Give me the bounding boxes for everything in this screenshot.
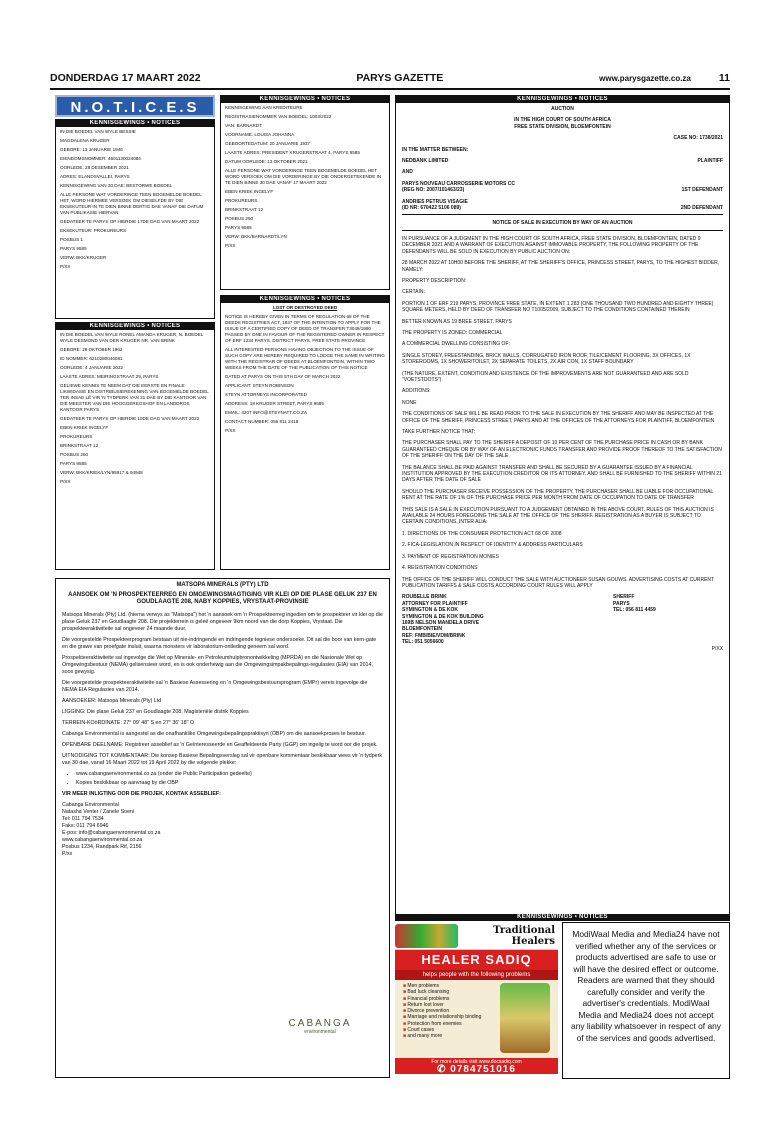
court-name: IN THE HIGH COURT OF SOUTH AFRICA bbox=[514, 117, 611, 124]
contact-line: Tel: 011 794 7534 bbox=[62, 816, 104, 822]
contact-line: Natasha Venter / Zanele Soeni bbox=[62, 809, 135, 815]
notice-band: KENNISGEWINGS • NOTICES bbox=[56, 120, 214, 127]
notice-line: CONTACT NUMBER: 056 811 2418 bbox=[225, 419, 299, 424]
auction-body bbox=[402, 236, 723, 589]
notice-line: VERW: BKK/KRIEK/LYN/95917 & 94948 bbox=[60, 470, 143, 475]
notice-line: LAASTE ADRES: PRESIDENT KRUGERSTRAAT 4, PARYS 9585 bbox=[225, 150, 360, 155]
attorney-line: BLOEMFONTEIN bbox=[402, 626, 442, 633]
notice-line: PARYS 9585 bbox=[60, 461, 87, 466]
healer-item: ■ Divorce prevention bbox=[403, 1008, 481, 1014]
contact-line: P/xx bbox=[62, 851, 73, 857]
defendant-2-role: 2ND DEFENDANT bbox=[680, 205, 723, 212]
healer-item: ■ Bad luck cleansing bbox=[403, 989, 481, 995]
notice-line: PROKUREURS bbox=[60, 434, 93, 439]
notice-line: ADRES: ELANDSVALLEI, PARYS bbox=[60, 174, 130, 179]
healer-item: ■ Marriage and relationship binding bbox=[403, 1014, 481, 1020]
contact-line: Faks: 011 794 6946 bbox=[62, 823, 109, 829]
auction-paragraph: (THE NATURE, EXTENT, CONDITION AND EXISTENCE OF THE IMPROVEMENTS ARE NOT GUARANTEED AND ARE SOLD "VOETSTOOTS") bbox=[402, 370, 689, 383]
matsopa-paragraph: OPENBARE DEELNAME: Registreer asseblief as 'n Geïnteresseerde en Geaffekteerde Party (GGP) om ingelig te word oor die projek. bbox=[62, 742, 378, 748]
notice-band: KENNISGEWINGS • NOTICES bbox=[56, 323, 214, 330]
sale-heading: NOTICE OF SALE IN EXECUTION BY WAY OF AN AUCTION bbox=[402, 220, 723, 230]
attorney-line: REF: FMB/BIE/VDM/BRINK bbox=[402, 632, 466, 639]
healer-item: ■ Financial problems bbox=[403, 996, 481, 1002]
matsopa-contact bbox=[62, 802, 383, 858]
notice-line: PROKUREURS bbox=[225, 198, 258, 203]
auction-notice bbox=[395, 95, 730, 915]
healer-item: ■ Protection from enemies bbox=[403, 1021, 481, 1027]
notice-text bbox=[56, 330, 214, 490]
plaintiff: NEDBANK LIMITED bbox=[402, 158, 449, 165]
notice-line: POSBUS 1 bbox=[60, 237, 83, 242]
plaintiff-role: PLAINTIFF bbox=[697, 158, 723, 165]
matsopa-paragraph: Die voorgestelde Prospekteerprogram bestaan uit nie-indringende en indringende tegniese ondersoeke. Dit sal die boor van kern-gate en die grawe van proefgate insluit, waarna monsters vir laboratorium-ontleding geneem sal word. bbox=[62, 637, 377, 650]
notice-box-3 bbox=[220, 95, 390, 290]
notice-line: P/XX bbox=[225, 243, 236, 248]
auction-paragraph: PROPERTY DESCRIPTION: bbox=[402, 277, 467, 284]
matsopa-body bbox=[62, 612, 383, 767]
matsopa-bullet: • www.cabangaenvironmental.co.za (onder die Public Participation gedeelte) bbox=[76, 771, 383, 778]
attorney-block bbox=[402, 594, 484, 645]
notice-line: REGISTRASIENOMMER VAN BOEDEL: 1003/2022 bbox=[225, 114, 332, 119]
notice-line: KENNISGEWING AAN KREDITEURE bbox=[225, 105, 303, 110]
matsopa-paragraph: UITNODIGING TOT KOMMENTAAR: Die konsep Basiese Bepalingsverslag sal vir openbare kommentaar beskikbaar wees vir 'n tydperk van 30 dae, vanaf 16 Maart 2022 tot 19 April 2022 by die volgende plekke: bbox=[62, 753, 383, 766]
auction-paragraph: CERTAIN: bbox=[402, 289, 425, 296]
notice-line: OORLEDE: 28 DESEMBER 2021 bbox=[60, 165, 129, 170]
auction-paragraph: THIS SALE IS A SALE IN EXECUTION PURSUANT TO A JUDGEMENT OBTAINED IN THE ABOVE COURT. RULES OF THIS AUCTION IS AVAILABLE 24 HOURS FOREGOING THE SALE AT THE OFFICE OF THE SHERIFF. REGISTRATION AS A BUYER IS SUBJECT TO CERTAIN CONDITIONS, INTER ALIA: bbox=[402, 506, 714, 526]
notice-line: VAN: BARNARDT bbox=[225, 123, 262, 128]
herbs-image bbox=[500, 983, 550, 1053]
case-number: CASE NO: 1738/2021 bbox=[673, 135, 723, 142]
defendant-2-id: (ID NR: 670422 5106 089) bbox=[402, 205, 461, 212]
notice-line: P/XX bbox=[60, 479, 71, 484]
auction-paragraph: A COMMERCIAL DWELLING CONSISTING OF: bbox=[402, 341, 510, 348]
notice-line: GEBORE: 13 JANUARIE 1946 bbox=[60, 147, 123, 152]
notice-line: ALLE PERSONE WAT VORDERINGE TEEN BOGEMELDE BOEDEL HET, WORD HIERMEE VERSOEK OM DIESELFDE BY DIE EKSEKUTEUR IN TE DIEN BINNE DERTIG DAE VANAF DIE DATUM VAN PUBLIKASIE HIERVAN bbox=[60, 192, 204, 215]
header-rule bbox=[50, 88, 730, 90]
auction-paragraph: 4. REGISTRATION CONDITIONS bbox=[402, 565, 478, 572]
cabanga-logo bbox=[285, 1018, 355, 1058]
notice-line: LAASTE ADRES: MEIRINGSTRAAT 29, PARYS bbox=[60, 374, 159, 379]
whatsapp-icon: ✆ bbox=[437, 1064, 447, 1075]
notice-line: POSBUS 250 bbox=[60, 452, 89, 457]
healer-item: ■ Return lost lover bbox=[403, 1002, 481, 1008]
matsopa-paragraph: Cabanga Environmental is aangestel as die onafhanklike Omgewingsbepalingspraktisyn (OBP) om die aansoekproses te bestuur. bbox=[62, 731, 366, 737]
auction-paragraph: 3. PAYMENT OF REGISTRATION MONIES bbox=[402, 553, 499, 560]
healer-name: HEALER SADIQ bbox=[395, 950, 558, 970]
attorney-line: TEL: 051 5056600 bbox=[402, 639, 444, 646]
healer-item: ■ Court cases bbox=[403, 1027, 481, 1033]
healer-web[interactable]: For more details visit www.docsadiq.com bbox=[431, 1059, 522, 1065]
auction-paragraph: TAKE FURTHER NOTICE THAT: bbox=[402, 429, 475, 435]
disclaimer: ModiWaal Media and Media24 have not verified whether any of the services or products advertised are safe to use or will have the desired effect or outcome. Readers are warned that they should carefully consider and verify the advertiser's credentials. ModiWaal Media and Media24 does not accept any liability whatsoever in respect of any of the services and goods advertised. bbox=[562, 922, 730, 1079]
notice-line: GEDATEER TE PARYS OP HIERDIE 10DE DAG VAN MAART 2022 bbox=[60, 416, 200, 421]
auction-paragraph: 2. FICA-LEGISLATION IN RESPECT OF IDENTITY & ADDRESS PARTICULARS bbox=[402, 542, 583, 549]
notice-line: DATUM OORLEDE: 13 OKTOBER 2021 bbox=[225, 159, 308, 164]
notice-box-1 bbox=[55, 119, 215, 319]
ad-brand: Traditional Healers bbox=[493, 924, 555, 947]
notice-line: BRINKSTRAAT 12 bbox=[225, 207, 264, 212]
contact-line: www.cabangaenvironmental.co.za bbox=[62, 837, 143, 843]
sheriff-line: SHERIFF bbox=[613, 594, 635, 601]
notice-line: IN DIE BOEDEL VAN WYLE BESSIE bbox=[60, 129, 136, 134]
healer-item: ■ Men problems bbox=[403, 983, 481, 989]
auction-paragraph: THE OFFICE OF THE SHERIFF WILL CONDUCT THE SALE WITH AUCTIONEER SUSAN GOUWS. ADVERTISING COSTS AT CURRENT PUBLICATION TARIFFS & SALE COSTS ACCORDING COURT RULES WILL APPLY bbox=[402, 576, 714, 589]
auction-paragraph: 28 MARCH 2022 AT 10H00 BEFORE THE SHERIFF, AT THE SHERIFF'S OFFICE, PRINCESS STREET, PARYS, TO THE HIGHEST BIDDER, NAMELY: bbox=[402, 260, 720, 273]
auction-title: AUCTION bbox=[551, 106, 574, 112]
notices-title: N.O.T.I.C.E.S bbox=[55, 95, 215, 117]
notice-line: P/XX bbox=[225, 428, 236, 433]
notice-line: ADDRESS: 18 KRUGER STREET, PARYS 9585 bbox=[225, 401, 324, 406]
attorney-line: SYMINGTON & DE KOK BUILDING bbox=[402, 613, 484, 620]
matsopa-subtitle: AANSOEK OM 'N PROSPEKTEERREG EN OMGEWINGSMAGTIGING VIR KLEI OP DIE PLASE GELUK 237 EN GOUDLAAGTE 208, NABY KOPPIES, VRYSTAAT-PROVINSIE bbox=[68, 592, 377, 605]
notice-band: KENNISGEWINGS • NOTICES bbox=[396, 96, 729, 103]
healer-item: ■ and many more bbox=[403, 1033, 481, 1039]
header-site[interactable]: www.parysgazette.co.za bbox=[599, 73, 691, 83]
matsopa-paragraph: Die voorgestelde prospekteeraktiwiteite sal 'n Basiese Assessering en 'n Omgewingsbestuursprogram (EMPr) vereis ingevolge die NEMA EIA Regulasies van 2014. bbox=[62, 680, 368, 693]
notice-line: APPLICANT: STEYN ROBINSON bbox=[225, 383, 294, 388]
notice-line: POSBUS 250 bbox=[225, 216, 254, 221]
flower-image bbox=[395, 924, 458, 948]
matsopa-notice bbox=[55, 578, 390, 1078]
matsopa-bullet: • Kopies beskikbaar op aanvraag by die OBP bbox=[76, 780, 383, 787]
notice-line: STEYN ATTORNEYS INCORPORATED bbox=[225, 392, 307, 397]
notice-line: GEBORE: 28 OKTOBER 1962 bbox=[60, 347, 123, 352]
notice-line: GELIEWE KENNIS TE NEEM DAT DIE EERSTE EN FINALE LIKWIDASIE EN DISTRIBUSIEREKENING VAN BOGEMELDE BOEDEL TER INSAE LÊ VIR 'N TYDPERK VAN 21 DAE BY DIE KANTOOR VAN DIE MEESTER VAN DIE HOOGGEREGSHOF EN LANDDROS KANTOOR PARYS bbox=[60, 383, 209, 412]
cabanga-logo-sub: environmental bbox=[304, 1029, 336, 1035]
notice-line: ALL INTERESTED PERSONS HAVING OBJECTION TO THE ISSUE OF SUCH COPY ARE HEREBY REQUIRED TO LODGE THE SAME IN WRITING WITH THE REGISTRAR OF DEEDS AT BLOEMFONTEIN, WITHIN TWO WEEKS FROM THE DATE OF THE PUBLICATION OF THIS NOTICE bbox=[225, 347, 385, 370]
notice-line: DATED AT PARYS ON THIS 5TH DAY OF MARCH 2022 bbox=[225, 374, 341, 379]
notice-line: PARYS 9585 bbox=[60, 246, 87, 251]
header-paper: PARYS GAZETTE bbox=[356, 72, 444, 84]
matsopa-paragraph: Prospekteeraktiwiteite sal ingevolge die Wet op Minerale- en Petroleumhulpbronontwikkeling (MPRDA) en die Nasionale Wet op Omgewingsbestuur (NEMA) gelisensieer word, en is ook onderhewig aan die Omgewingsimpakbepalings-regulasies (EIA) van 2014, soos gewysig. bbox=[62, 655, 373, 675]
defendant-1-reg: (REG NO: 2007/101463/23) bbox=[402, 187, 465, 194]
notice-line: MAGDALENA KRUGER bbox=[60, 138, 110, 143]
contact-line: Cabanga Environmental bbox=[62, 802, 119, 808]
notice-line: VERW: BKK/BARNARDT/LYN bbox=[225, 234, 287, 239]
notice-line: EIENDOMSNOMMER: 4601130024084 bbox=[60, 156, 141, 161]
auction-paragraph: PORTION 1 OF ERF 219 PARYS, PROVINCE FREE STATE, IN EXTENT 1 283 (ONE THOUSAND TWO HUNDRED AND EIGHTY THREE) SQUARE METERS, HELD BY DEED OF TRANSFER NO T1005/2009, SUBJECT TO THE CONDITIONS CONTAINED THEREIN bbox=[402, 300, 714, 314]
notice-line: GEBOORTEDATUM: 20 JANUARIE 1937 bbox=[225, 141, 311, 146]
notice-line: VOORNAME: LOUISA JOHANNA bbox=[225, 132, 295, 137]
contact-line: E-pos: info@cabangaenvironmental.co.za bbox=[62, 830, 161, 836]
auction-paragraph: BETTER KNOWN AS 19 BREE STREET, PARYS bbox=[402, 318, 512, 325]
court-division: FREE STATE DIVISION, BLOEMFONTEIN bbox=[514, 123, 611, 130]
matsopa-bullets bbox=[62, 771, 383, 787]
page-header bbox=[50, 70, 730, 86]
notice-text bbox=[221, 103, 389, 254]
auction-paragraph: 1. DIRECTIONS OF THE CONSUMER PROTECTION ACT 68 OF 2008 bbox=[402, 530, 562, 537]
notice-text bbox=[56, 127, 214, 275]
auction-paragraph: THE PURCHASER SHALL PAY TO THE SHERIFF A DEPOSIT OF 10 PER CENT OF THE PURCHASE PRICE IN CASH OR BY BANK GUARANTEED CHEQUE OR BY WAY OF AN ELECTRONIC FUNDS TRANSFER AND PROVIDE PROOF THEREOF TO THE SATISFACTION OF THE SHERIFF ON THE DAY OF THE SALE bbox=[402, 440, 722, 460]
attorney-line: ROUBELLE BRINK bbox=[402, 594, 447, 601]
auction-paragraph: SHOULD THE PURCHASER RECEIVE POSSESSION OF THE PROPERTY, THE PURCHASER SHALL BE LIABLE FOR OCCUPATIONAL RENT AT THE RATE OF 1% OF THE PURCHASE PRICE PER MONTH FROM DATE OF OCCUPATION TO DATE OF TRANSFER bbox=[402, 488, 714, 502]
notice-line: EKSEKUTEUR: PROKUREURS bbox=[60, 228, 127, 233]
and-line: AND bbox=[402, 169, 413, 176]
matsopa-title: MATSOPA MINERALS (PTY) LTD bbox=[176, 582, 269, 588]
notice-line: ALLE PERSONE WAT VORDERINGE TEEN BOGEMELDE BOEDEL HET WORD VERSOEK OM DIE VORDERINGE BY DIE ONDERGETEKENDE IN TE DIEN BINNE 30 DAE VANAF 17 MAART 2022 bbox=[225, 168, 382, 185]
attorney-line: ATTORNEY FOR PLAINTIFF bbox=[402, 600, 468, 607]
notice-line: PARYS 9585 bbox=[225, 225, 252, 230]
lost-deed-heading: LOST OR DESTROYED DEED bbox=[272, 305, 338, 310]
matsopa-paragraph: TERREIN-KOöRDINATE: 27° 09' 48" S en 27° 36' 18" O bbox=[62, 720, 195, 726]
sheriff-block bbox=[613, 594, 723, 645]
healer-phone[interactable]: 0784751016 bbox=[450, 1064, 516, 1075]
notice-box-2 bbox=[55, 322, 215, 570]
page-number: 11 bbox=[718, 72, 730, 84]
cabanga-logo-text: CABANGA bbox=[288, 1018, 352, 1029]
matsopa-paragraph: LIGGING: Die plase Geluk 237 en Goudlaagte 208, Magisteriële distrik Koppies bbox=[62, 709, 249, 715]
header-date: DONDERDAG 17 MAART 2022 bbox=[50, 72, 201, 84]
healer-sub: helps people with the following problems bbox=[395, 970, 558, 980]
notice-line: GEDATEER TE PARYS OP HIERDIE 17DE DAG VAN MAART 2022 bbox=[60, 219, 200, 224]
auction-paragraph: ADDITIONS: bbox=[402, 388, 431, 395]
notice-box-4 bbox=[220, 295, 390, 570]
contact-line: Posbus 1234, Randpark Rif, 2156 bbox=[62, 844, 142, 850]
attorney-line: 169B NELSON MANDELA DRIVE bbox=[402, 619, 480, 626]
notice-ref: P/XX bbox=[711, 645, 723, 652]
notice-band: KENNISGEWINGS • NOTICES bbox=[221, 296, 389, 303]
healer-ad[interactable] bbox=[395, 922, 558, 1079]
notice-line: NOTICE IS HEREBY GIVEN IN TERMS OF REGULATION 68 OF THE DEEDS REGISTRIES ACT, 1937 OF THE INTENTION TO APPLY FOR THE ISSUE OF A CERTIFIED COPY OF DEED OF TRANSFER T3049/1980 PASSED BY ONE IN FAVOUR OF THE REGISTERED OWNER IN RESPECT OF ERF 1234 PARYS, DISTRICT PARYS, FREE STATE PROVINCE bbox=[225, 314, 385, 343]
healer-list bbox=[403, 983, 481, 1055]
matsopa-contact-heading: VIR MEER INLIGTING OOR DIE PROJEK, KONTAK ASSEBLIEF: bbox=[62, 791, 221, 797]
notice-line: KENNISGEWING VAN 30 DAE: BESTORWE BOEDEL bbox=[60, 183, 173, 188]
notice-line: P/XX bbox=[60, 264, 71, 269]
notice-line: IN DIE BOEDEL VAN WYLE RONEL AMANDA KRUGER, N. BOEDEL WYLE DESMOND VAN DER KRUGER NR. VAN BRINK bbox=[60, 332, 204, 343]
notice-band: KENNISGEWINGS • NOTICES bbox=[221, 96, 389, 103]
auction-paragraph: NONE bbox=[402, 399, 417, 406]
matsopa-paragraph: AANSOEKER: Matsopa Minerals (Pty) Ltd bbox=[62, 698, 162, 704]
auction-paragraph: SINGLE STOREY, FREESTANDING, BRICK WALLS, CORRUGATED IRON ROOF, TILE/CEMENT FLOORING, 3X OFFICES, 1X STOREROOMS, 1X SHOWER/TOILET, 2X SEPARATE TOILETS, 2X AIR CON, 1X STAFF BOUNDARY bbox=[402, 352, 691, 366]
auction-paragraph: THE BALANCE SHALL BE PAID AGAINST TRANSFER AND SHALL BE SECURED BY A GUARANTEE ISSUED BY A FINANCIAL INSTITUTION APPROVED BY THE EXECUTION CREDITOR OR ITS ATTORNEY, AND SHALL BE FURNISHED TO THE SHERIFF WITHIN 21 DAYS AFTER THE DATE OF SALE bbox=[402, 464, 722, 484]
notice-band: KENNISGEWINGS • NOTICES bbox=[395, 914, 730, 921]
sheriff-line: PARYS bbox=[613, 600, 630, 607]
auction-paragraph: THE CONDITIONS OF SALE WILL BE READ PRIOR TO THE SALE IN EXECUTION BY THE SHERIFF AND MAY BE INSPECTED AT THE OFFICE OF THE SHERIFF, PRINCESS STREET, PARYS AND AT THE OFFICES OF THE ATTORNEYS FOR PLAINTIFF, BLOEMFONTEIN bbox=[402, 411, 715, 424]
notice-text bbox=[225, 314, 385, 434]
notice-line: OORLEDE: 4 JANUARIE 2022 bbox=[60, 365, 124, 370]
auction-paragraph: THE PROPERTY IS ZONED: COMMERCIAL bbox=[402, 329, 503, 336]
attorney-line: SYMINGTON & DE KOK bbox=[402, 607, 459, 614]
notice-line: VERW: BKK/KRUGER bbox=[60, 255, 107, 260]
matter-line: IN THE MATTER BETWEEN: bbox=[402, 146, 469, 153]
defendant-1-role: 1ST DEFENDANT bbox=[681, 187, 723, 194]
notices-banner bbox=[55, 95, 215, 117]
notice-line: EBEN KRIEK INGELYF bbox=[60, 425, 109, 430]
defendant-2: ANDRIES PETRUS VISAGIE bbox=[402, 198, 468, 205]
sheriff-line: TEL: 056 811 4459 bbox=[613, 607, 656, 614]
notice-line: EMAIL: 4207 INFO@STEYNATT.CO.ZA bbox=[225, 410, 307, 415]
notice-line: BRINKSTRAAT 12 bbox=[60, 443, 99, 448]
defendant-1: PARYS NOUVEAU CARROSSERIE MOTORS CC bbox=[402, 180, 515, 187]
auction-paragraph: IN PURSUANCE OF A JUDGMENT IN THE HIGH COURT OF SOUTH AFRICA, FREE STATE DIVISION, BLOEMFONTEIN, DATED 9 DECEMBER 2021 AND A WARRANT OF EXECUTION AGAINST IMMOVABLE PROPERTY, THE FOLLOWING PROPERTY OF THE DEFENDANTS WILL BE SOLD IN EXECUTION BY PUBLIC AUCTION ON: bbox=[402, 235, 701, 255]
notice-line: ID NOMMER: 6210280046081 bbox=[60, 356, 123, 361]
matsopa-paragraph: Matsopa Minerals (Pty) Ltd. (hierna verwys as "Matsopa") het 'n aansoek om 'n Prospekteerreg ingedien om te prospekteer vir klei op die plase Geluk 237 en Goudlaagte 208. Die projekterrein is geleë ongeveer 9km noord van die dorp Koppies, Vrystaat. Die prospekteeraktiwiteite sal ongeveer 24 maande duur. bbox=[62, 612, 383, 632]
notice-line: EBEN KRIEK INGELYF bbox=[225, 189, 274, 194]
